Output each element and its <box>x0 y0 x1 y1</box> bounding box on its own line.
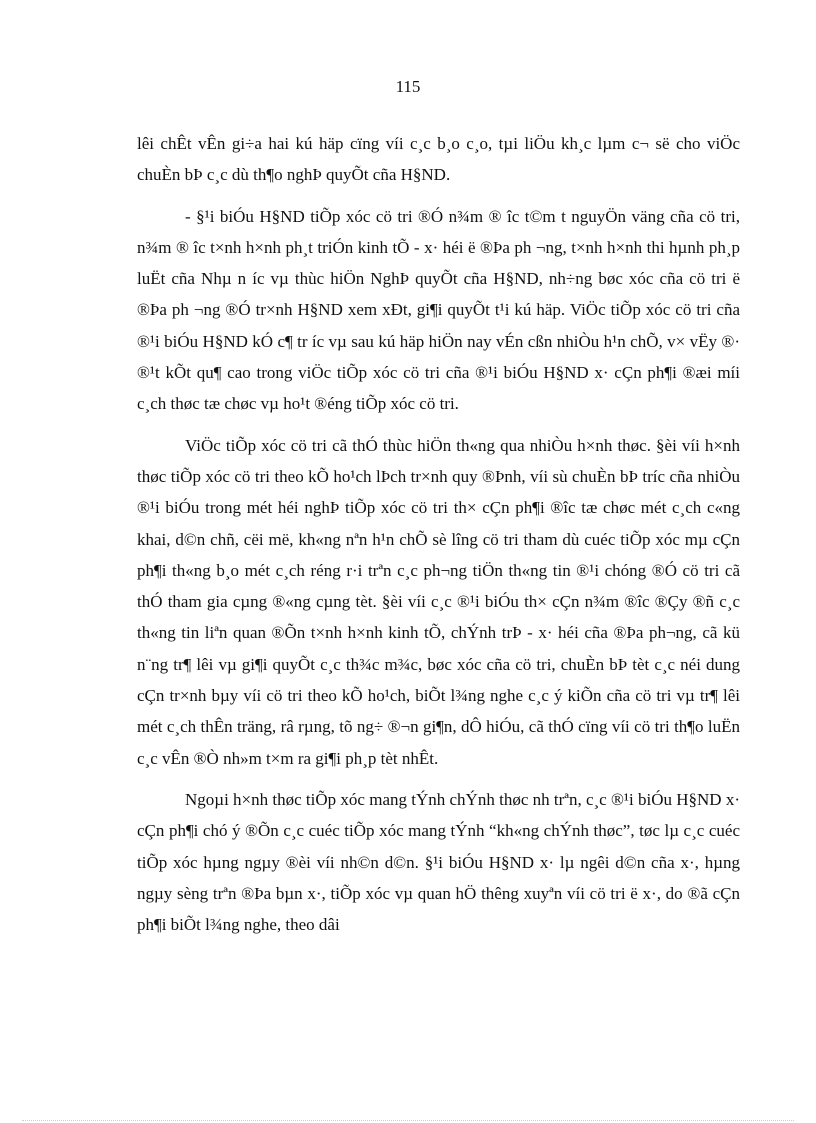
paragraph: ViÖc tiÕp xóc cö tri cã thÓ thùc hiÖn th«ng qua nhiÒu h×nh thøc. §èi víi h×nh thøc tiÕp xóc cö tri theo kÕ ho¹ch lÞch tr×nh quy ®Þnh, víi sù chuÈn bÞ tríc cña nhiÒu ®¹i biÓu trong mét héi nghÞ tiÕp xóc cö tri th× cÇn ph¶i ®îc tæ chøc mét c¸ch c«ng khai, d©n chñ, cëi më, kh«ng nªn h¹n chÕ sè lîng cö tri tham dù cuéc tiÕp xóc mµ cÇn ph¶i th«ng b¸o mét c¸ch réng r·i trªn c¸c ph¬ng tiÖn th«ng tin ®¹i chóng ®Ó cö tri cã thÓ tham gia cµng ®«ng cµng tèt. §èi víi c¸c ®¹i biÓu th× cÇn n¾m ®îc ®Çy ®ñ c¸c th«ng tin liªn quan ®Õn t×nh h×nh kinh tÕ, chÝnh trÞ - x· héi cña ®Þa ph¬ng, cã kü n¨ng tr¶ lêi vµ gi¶i quyÕt c¸c th¾c m¾c, bøc xóc cña cö tri, chuÈn bÞ tèt c¸c néi dung cÇn tr×nh bµy víi cö tri theo kÕ ho¹ch, biÕt l¾ng nghe c¸c ý kiÕn cña cö tri vµ tr¶ lêi mét c¸ch thÊn träng, râ rµng, tõ ng÷ ®¬n gi¶n, dÔ hiÓu, cã thÓ cïng víi cö tri th¶o luËn c¸c vÊn ®Ò nh»m t×m ra gi¶i ph¸p tèt nhÊt. <box>137 435 740 768</box>
paragraph: - §¹i biÓu H§ND tiÕp xóc cö tri ®Ó n¾m ® îc t©m t nguyÖn väng cña cö tri, n¾m ® îc t×nh h×nh ph¸t triÓn kinh tÕ - x· héi ë ®Þa ph ¬ng, t×nh h×nh thi hµnh ph¸p luËt cña Nhµ n íc vµ thùc hiÖn NghÞ quyÕt cña H§ND, nh÷ng bøc xóc cña cö tri ë ®Þa ph ¬ng ®Ó tr×nh H§ND xem xÐt, gi¶i quyÕt t¹i kú häp. ViÖc tiÕp xóc cö tri cña ®¹i biÓu H§ND kÓ c¶ tr íc vµ sau kú häp hiÖn nay vÉn cßn nhiÒu h¹n chÕ, v× vËy ®· ®¹t kÕt qu¶ cao trong viÖc tiÕp xóc cö tri cña ®¹i biÓu H§ND x· cÇn ph¶i ®æi míi c¸ch thøc tæ chøc vµ ho¹t ®éng tiÕp xóc cö tri. <box>137 206 740 414</box>
body-text <box>137 128 740 950</box>
paragraph: Ngoµi h×nh thøc tiÕp xóc mang tÝnh chÝnh thøc nh trªn, c¸c ®¹i biÓu H§ND x· cÇn ph¶i chó ý ®Õn c¸c cuéc tiÕp xóc mang tÝnh “kh«ng chÝnh thøc”, tøc lµ c¸c cuéc tiÕp xóc hµng ngµy ®èi víi nh©n d©n. §¹i biÓu H§ND x· lµ ngêi d©n cña x·, hµng ngµy sèng trªn ®Þa bµn x·, tiÕp xóc vµ quan hÖ thêng xuyªn víi cö tri ë x·, do ®ã cÇn ph¶i biÕt l¾ng nghe, theo dâi <box>137 789 740 935</box>
footer-divider <box>22 1120 794 1121</box>
page-number: 115 <box>395 77 421 96</box>
paragraph: lêi chÊt vÊn gi÷a hai kú häp cïng víi c¸c b¸o c¸o, tµi liÖu kh¸c lµm c¬ së cho viÖc chuÈn bÞ c¸c dù th¶o nghÞ quyÕt cña H§ND. <box>137 134 740 185</box>
